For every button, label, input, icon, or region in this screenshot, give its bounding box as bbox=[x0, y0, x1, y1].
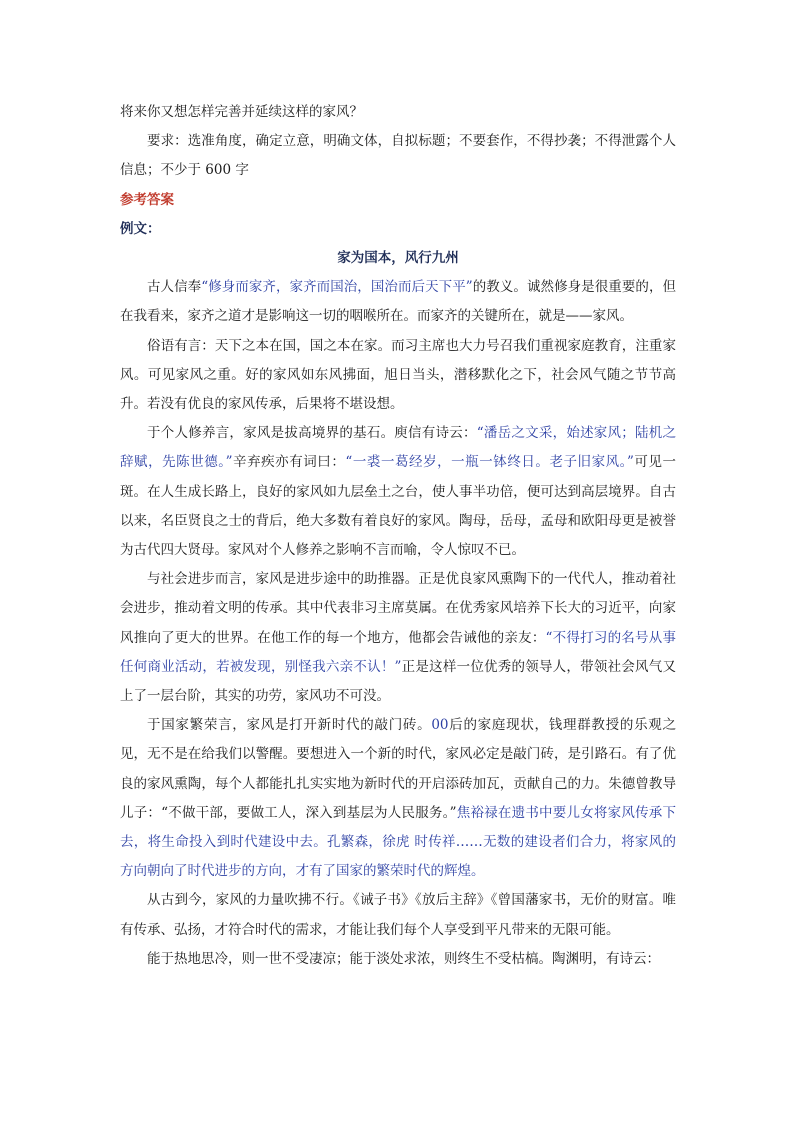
paragraph-text: 与社会进步而言，家风是进步途中的助推器。正是优良家风熏陶下的一代代人，推动着社会进步，推动着文明的传承。其中代表非习主席莫属。在优秀家风培养下长大的习近平，向家风推向了更大的世界。在他工作的每一个地方，他都会告诫他的亲友： bbox=[120, 571, 676, 646]
paragraph-text: 古人信奉 bbox=[147, 279, 202, 296]
paragraph-text: 正是这样一位优秀的领导人，带领社会风气又上了一层台阶，其实的功劳，家风功不可没。 bbox=[120, 658, 676, 705]
question-line: 将来你又想怎样完善并延续这样的家风？ bbox=[120, 104, 363, 120]
essay-paragraph-5 bbox=[120, 711, 676, 886]
quote: “修身而家齐，家齐而国治，国治而后天下平” bbox=[201, 279, 473, 296]
essay-paragraph-7: 能于热地思冷，则一世不受凄凉；能于淡处求浓，则终生不受枯槁。陶渊明，有诗云： bbox=[147, 950, 660, 967]
quote: “不做干部，要做工人，深入到基层为人民服务。” bbox=[161, 804, 457, 821]
paragraph-text: 的教义。诚然修身是很重要的，但在我看来，家齐之道才是影响这一切的咽喉所在。而家齐的关键所在，就是——家风。 bbox=[120, 279, 677, 325]
paragraph-text: 焦裕禄在遗书中要儿女将家风传承下去，将生命投入到时代建设中去。孔繁森，徐虎 时传祥……无数的建设者们合力，将家风的方向朝向了时代进步的方向，才有了国家的繁荣时代的辉煌。 bbox=[120, 804, 677, 880]
paragraph-text: 可见一斑。在人生成长路上，良好的家风如九层垒土之台，使人事半功倍，便可达到高层境界。自古以来，名臣贤良之士的背后，绝大多数有着良好的家风。陶母，岳母，孟母和欧阳母更是被誉为古代四大贤母。家风对个人修养之影响不言而喻，令人惊叹不已。 bbox=[120, 454, 677, 559]
essay-paragraph-3 bbox=[120, 419, 676, 565]
number: 00 bbox=[431, 717, 449, 734]
paragraph-text: 于国家繁荣言，家风是打开新时代的敲门砖。 bbox=[147, 717, 432, 734]
essay-paragraph-4 bbox=[120, 565, 676, 711]
essay-paragraph-1 bbox=[120, 273, 676, 331]
example-label: 例文： bbox=[120, 220, 161, 237]
essay-paragraph-6: 从古到今，家风的力量吹拂不行。《诫子书》《放后主辞》《曾国藩家书，无价的财富。唯有传承、弘扬，才符合时代的需求，才能让我们每个人享受到平凡带来的无限可能。 bbox=[120, 892, 676, 938]
quote: “一裘一葛经岁，一瓶一钵终日。老子旧家风。” bbox=[345, 454, 634, 471]
paragraph-text: 后的家庭现状，钱理群教授的乐观之见，无不是在给我们以警醒。要想进入一个新的时代，家风必定是敲门砖，是引路石。有了优良的家风熏陶，每个人都能扎扎实实地为新时代的开启添砖加瓦，贡献自己的力。朱德曾教导儿子： bbox=[120, 717, 677, 821]
answer-label: 参考答案 bbox=[120, 191, 174, 208]
paragraph-text: 于个人修养言，家风是拔高境界的基石。庾信有诗云： bbox=[147, 425, 477, 442]
essay-title: 家为国本，风行九州 bbox=[337, 250, 459, 267]
quote: “不得打习的名号从事任何商业活动，若被发现，别怪我六亲不认！” bbox=[120, 629, 676, 675]
requirement-text: 要求：选准角度，确定立意，明确文体，自拟标题；不要套作，不得抄袭；不得泄露个人信息；不少于 600 字 bbox=[120, 133, 676, 179]
quote: “潘岳之文采，始述家风；陆机之辞赋，先陈世德。” bbox=[120, 425, 677, 471]
paragraph-text: 辛弃疾亦有词曰： bbox=[232, 454, 346, 471]
essay-paragraph-2: 俗语有言：天下之本在国，国之本在家。而习主席也大力号召我们重视家庭教育，注重家风。可见家风之重。好的家风如东风拂面，旭日当头，潜移默化之下，社会风气随之节节高升。若没有优良的家风传承，后果将不堪设想。 bbox=[120, 337, 676, 413]
